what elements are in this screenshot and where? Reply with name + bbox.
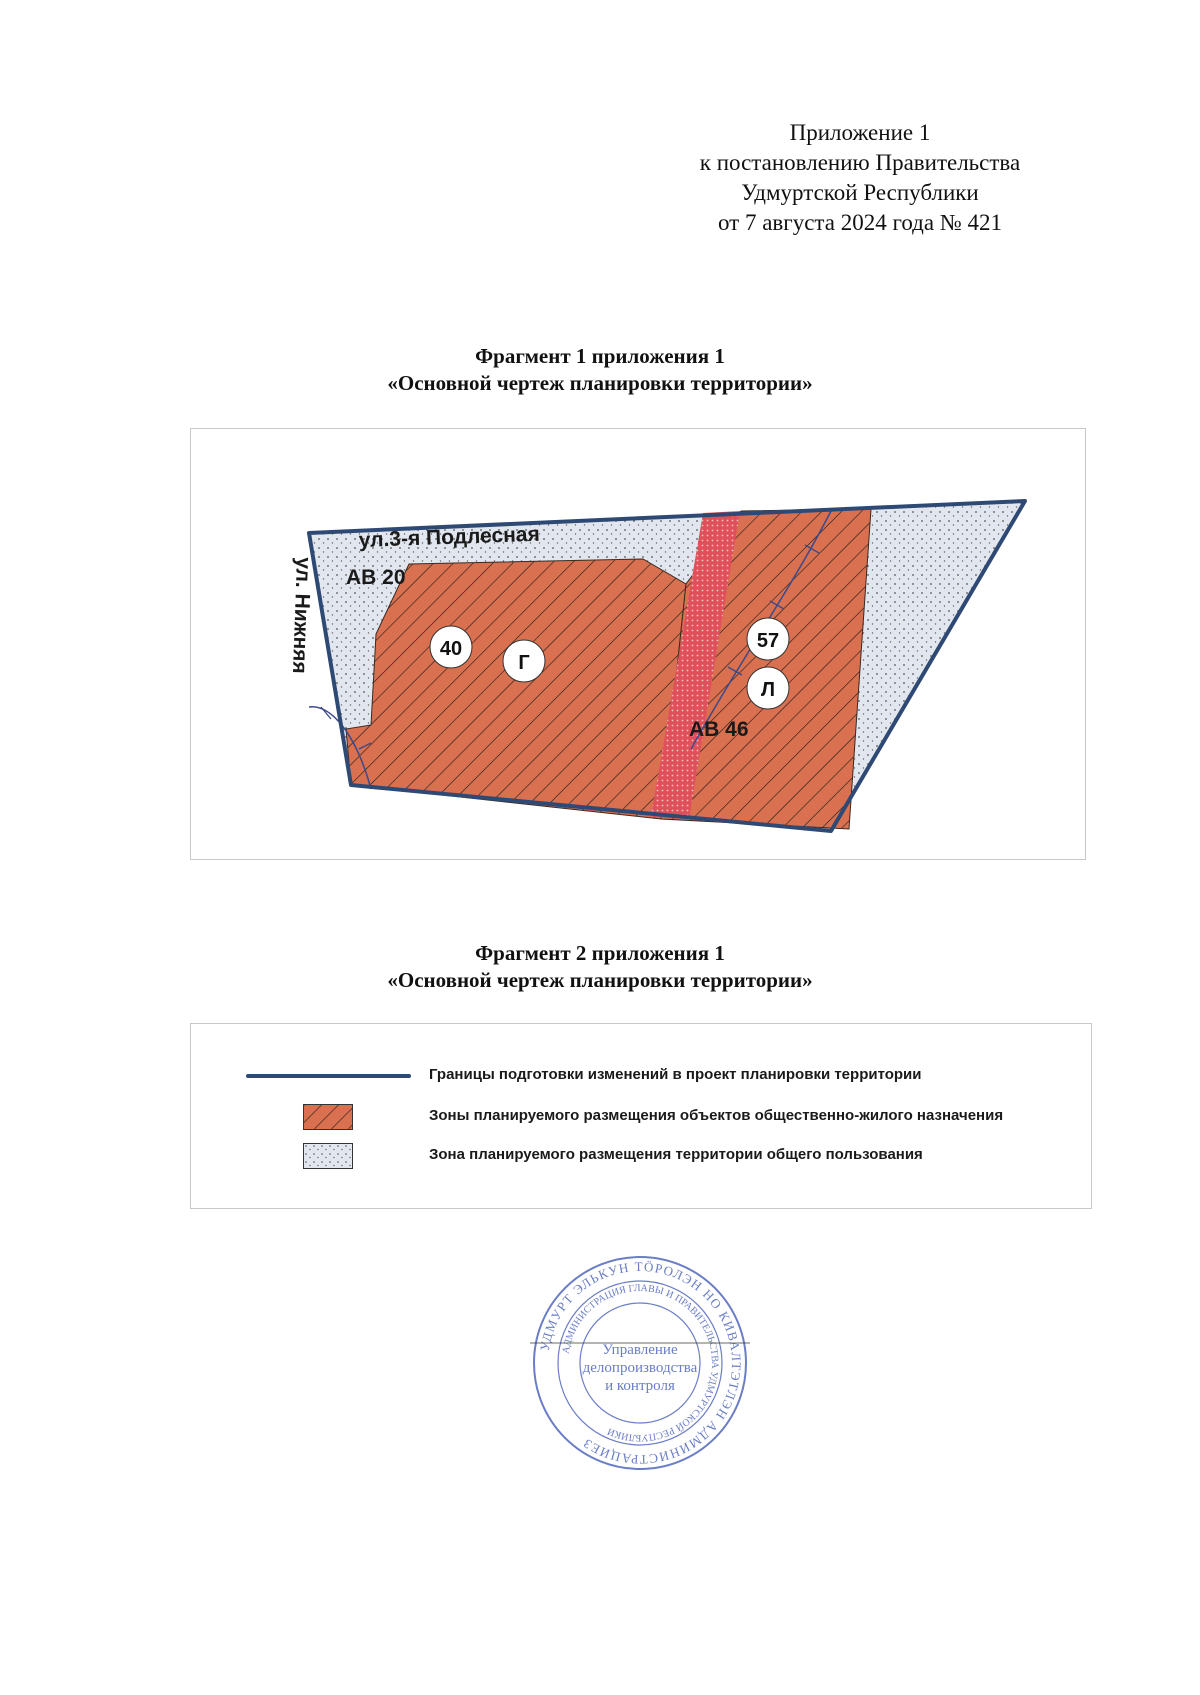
marker-g-label: Г — [518, 652, 530, 674]
appendix-header — [600, 118, 1120, 238]
legend-frame — [190, 1023, 1092, 1209]
fragment2-title-line2: «Основной чертеж планировки территории» — [387, 968, 813, 992]
marker-l — [747, 667, 789, 709]
fragment1-map-frame — [190, 428, 1086, 860]
block-label-ab46: АВ 46 — [689, 718, 749, 741]
planning-map — [191, 429, 1085, 859]
fragment1-title — [150, 343, 1050, 397]
header-line-3: Удмуртской Республики — [741, 180, 979, 205]
official-seal — [530, 1253, 750, 1473]
marker-40-label: 40 — [439, 638, 463, 660]
marker-g — [503, 640, 545, 682]
legend-dots-swatch — [303, 1143, 353, 1169]
street-label-nizhnyaya: ул. Нижняя — [287, 556, 315, 675]
header-line-4: от 7 августа 2024 года № 421 — [717, 210, 1003, 235]
block-label-ab20: АВ 20 — [346, 566, 406, 589]
marker-40 — [430, 626, 472, 668]
marker-57-label: 57 — [756, 630, 780, 652]
mixed-use-zone-west — [346, 559, 686, 819]
street-label-podlesnaya: ул.3-я Подлесная — [358, 522, 541, 552]
legend-item-public-use: Зона планируемого размещения территории общего пользования — [429, 1146, 923, 1163]
legend-item-boundary: Границы подготовки изменений в проект планировки территории — [429, 1066, 922, 1083]
seal-center-line3: и контроля — [605, 1378, 675, 1394]
legend-boundary-symbol — [246, 1074, 411, 1078]
seal-inner-text: АДМИНИСТРАЦИЯ ГЛАВЫ И ПРАВИТЕЛЬСТВА УДМУРТСКОЙ РЕСПУБЛИКИ — [560, 1282, 721, 1444]
fragment1-title-line1: Фрагмент 1 приложения 1 — [475, 344, 725, 368]
marker-57 — [747, 618, 789, 660]
marker-l-label: Л — [760, 679, 776, 701]
fragment2-title-line1: Фрагмент 2 приложения 1 — [475, 941, 725, 965]
seal-center-line2: делопроизводства — [582, 1360, 698, 1376]
legend-hatch-swatch — [303, 1104, 353, 1130]
legend-item-mixed-use: Зоны планируемого размещения объектов общественно-жилого назначения — [429, 1107, 1004, 1124]
seal-center-line1: Управление — [602, 1342, 678, 1358]
seal-outer-text: УДМУРТ ЭЛЬКУН ТӦРОЛЭН НО КИВАЛТЭТЛЭН АДМИНИСТРАЦИЕЗ — [536, 1258, 745, 1468]
header-line-2: к постановлению Правительства — [699, 150, 1021, 175]
fragment2-title — [150, 940, 1050, 994]
fragment1-title-line2: «Основной чертеж планировки территории» — [387, 371, 813, 395]
header-line-1: Приложение 1 — [789, 120, 931, 145]
